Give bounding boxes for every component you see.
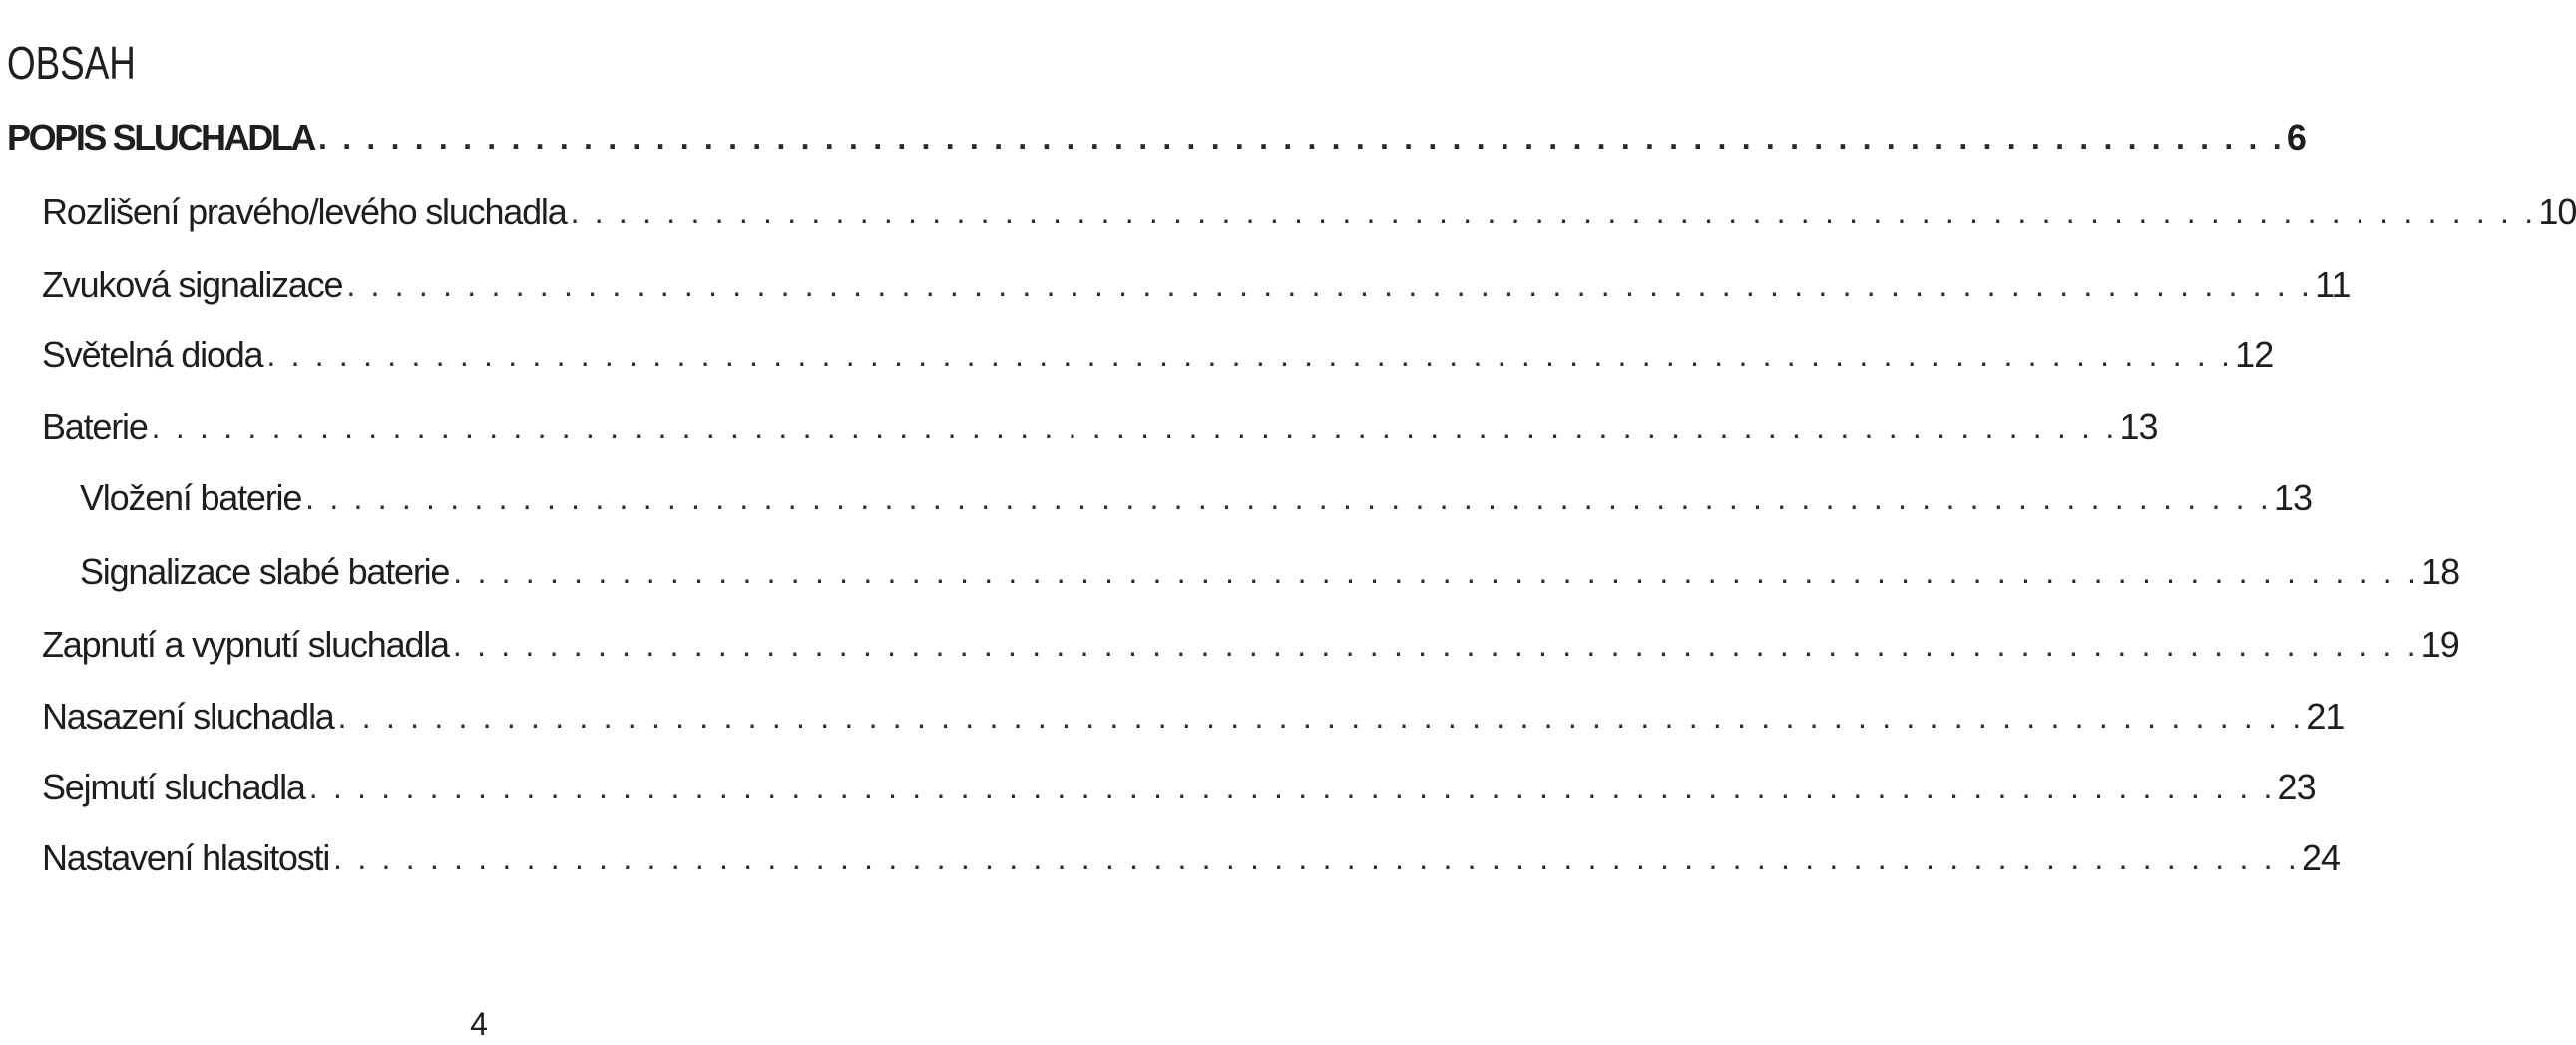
toc-entry-page: 19 xyxy=(2420,624,2459,665)
toc-entry-rozliseni[interactable] xyxy=(42,190,2576,234)
toc-entry-page: 11 xyxy=(2315,264,2351,305)
dot-leader: . . . . . . . . . . . . . . . . . . . . . . . . . . . . . . . . . . . . . . . . . . . . . . . . . . . . . . . . . . . . . . . . . . . . . . . . . . . . . . . . . . xyxy=(337,699,2305,735)
toc-entry-popis-sluchadla[interactable] xyxy=(7,116,2306,160)
dot-leader: . . . . . . . . . . . . . . . . . . . . . . . . . . . . . . . . . . . . . . . . . . . . . . . . . . . . . . . . . . . . . . . . . . . . . . . . . . . . . . . . . . xyxy=(570,194,2537,230)
toc-entry-signalizace-slabe-baterie[interactable] xyxy=(80,550,2460,594)
toc-entry-label: Nastavení hlasitosti xyxy=(42,837,330,878)
dot-leader: . . . . . . . . . . . . . . . . . . . . . . . . . . . . . . . . . . . . . . . . . . . . . . . . . . . . . . . . . . . . . . . . . . . . . . . . . . . . . . . . . . xyxy=(333,840,2300,876)
toc-entry-page: 13 xyxy=(2273,477,2312,518)
toc-entry-page: 10 xyxy=(2538,191,2576,232)
toc-entry-label: Světelná dioda xyxy=(42,334,263,375)
toc-entry-sejmuti-sluchadla[interactable] xyxy=(42,766,2316,809)
page-number: 4 xyxy=(470,1006,488,1042)
toc-entry-label: Zvuková signalizace xyxy=(42,264,343,305)
dot-leader: . . . . . . . . . . . . . . . . . . . . . . . . . . . . . . . . . . . . . . . . . . . . . . . . . . . . . . . . . . . . . . . . . . . . . . . . . . . . . . . . . . xyxy=(318,120,2285,156)
toc-entry-zvukova-signalizace[interactable] xyxy=(42,263,2351,307)
toc-entry-baterie[interactable] xyxy=(42,405,2158,449)
toc-entry-page: 6 xyxy=(2286,117,2306,158)
dot-leader: . . . . . . . . . . . . . . . . . . . . . . . . . . . . . . . . . . . . . . . . . . . . . . . . . . . . . . . . . . . . . . . . . . . . . . . . . . . . . . . . . . xyxy=(308,770,2276,805)
toc-entry-vlozeni-baterie[interactable] xyxy=(80,476,2312,520)
toc-entry-page: 12 xyxy=(2235,334,2274,375)
toc-entry-page: 23 xyxy=(2277,767,2316,807)
toc-entry-label: Vložení baterie xyxy=(80,477,302,518)
toc-entry-page: 13 xyxy=(2119,406,2158,447)
toc-entry-page: 18 xyxy=(2421,551,2460,592)
toc-entry-label: Zapnutí a vypnutí sluchadla xyxy=(42,624,449,665)
toc-entry-nastaveni-hlasitosti[interactable] xyxy=(42,836,2340,880)
toc-entry-label: Rozlišení pravého/levého sluchadla xyxy=(42,191,567,232)
dot-leader: . . . . . . . . . . . . . . . . . . . . . . . . . . . . . . . . . . . . . . . . . . . . . . . . . . . . . . . . . . . . . . . . . . . . . . . . . . . . . . . . . . xyxy=(453,554,2420,590)
page-title: OBSAH xyxy=(7,36,136,89)
toc-entry-label: Signalizace slabé baterie xyxy=(80,551,450,592)
dot-leader: . . . . . . . . . . . . . . . . . . . . . . . . . . . . . . . . . . . . . . . . . . . . . . . . . . . . . . . . . . . . . . . . . . . . . . . . . . . . . . . . . . xyxy=(346,267,2314,303)
toc-entry-nasazeni-sluchadla[interactable] xyxy=(42,695,2345,739)
dot-leader: . . . . . . . . . . . . . . . . . . . . . . . . . . . . . . . . . . . . . . . . . . . . . . . . . . . . . . . . . . . . . . . . . . . . . . . . . . . . . . . . . . xyxy=(452,627,2419,663)
toc-entry-label: Baterie xyxy=(42,406,148,447)
toc-entry-zapnuti-vypnuti[interactable] xyxy=(42,623,2459,667)
dot-leader: . . . . . . . . . . . . . . . . . . . . . . . . . . . . . . . . . . . . . . . . . . . . . . . . . . . . . . . . . . . . . . . . . . . . . . . . . . . . . . . . . . xyxy=(151,409,2118,445)
toc-entry-label: Sejmutí sluchadla xyxy=(42,767,305,807)
toc-entry-label: POPIS SLUCHADLA xyxy=(7,117,315,158)
toc-entry-page: 21 xyxy=(2306,696,2345,737)
dot-leader: . . . . . . . . . . . . . . . . . . . . . . . . . . . . . . . . . . . . . . . . . . . . . . . . . . . . . . . . . . . . . . . . . . . . . . . . . . . . . . . . . . xyxy=(305,480,2272,516)
toc-entry-svetelna-dioda[interactable] xyxy=(42,333,2274,377)
dot-leader: . . . . . . . . . . . . . . . . . . . . . . . . . . . . . . . . . . . . . . . . . . . . . . . . . . . . . . . . . . . . . . . . . . . . . . . . . . . . . . . . . . xyxy=(266,337,2234,373)
toc-entry-label: Nasazení sluchadla xyxy=(42,696,334,737)
toc-entry-page: 24 xyxy=(2301,837,2340,878)
